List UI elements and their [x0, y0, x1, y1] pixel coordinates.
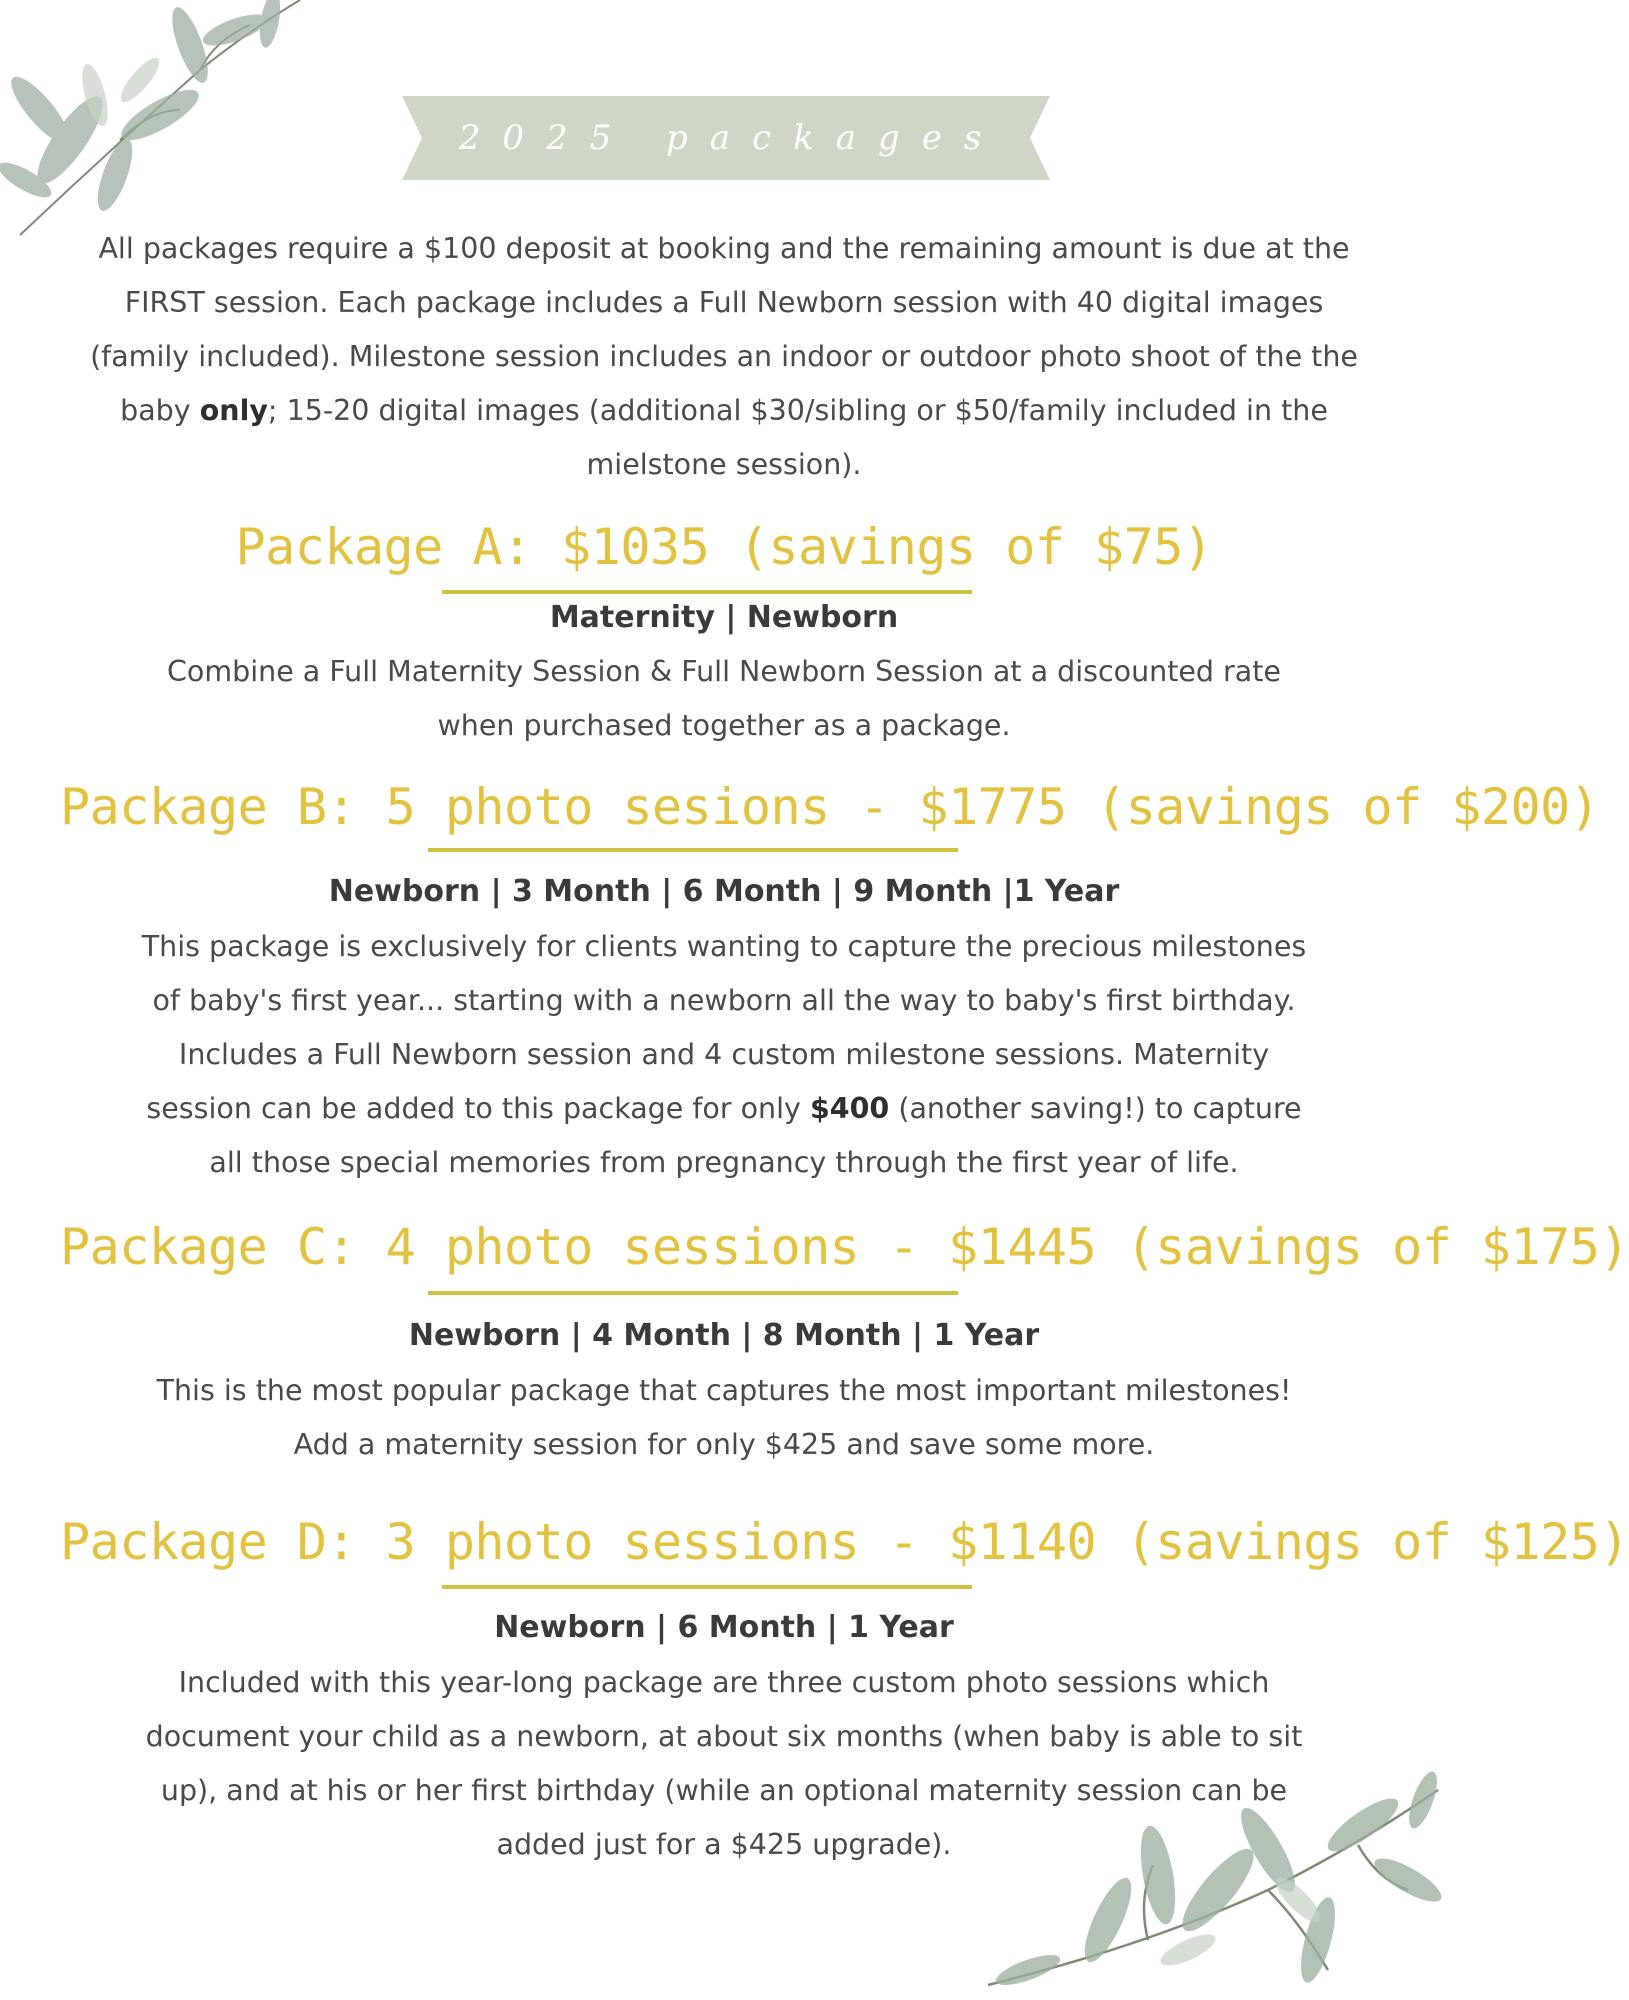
eucalyptus-leaves-icon [0, 0, 330, 240]
package-a-underline [442, 590, 972, 594]
package-a-title: Package A: $1035 (savings of $75) [235, 518, 1213, 576]
intro-text-part1: All packages require a $100 deposit at booking and the remaining amount is due at the FIRST session. Each package includes a Full Newborn session with 40 digital images (family included). Milestone session includes an indoor or outdoor photo shoot of the the baby [90, 232, 1358, 427]
package-b-description [135, 920, 1313, 1190]
package-c-title: Package C: 4 photo sessions - $1445 (savings of $175) [60, 1218, 1629, 1276]
package-b-sessions: Newborn | 3 Month | 6 Month | 9 Month |1 Year [328, 874, 1120, 909]
intro-text-part2: ; 15-20 digital images (additional $30/sibling or $50/family included in the mielstone session). [267, 394, 1328, 481]
package-b-underline [428, 848, 958, 852]
package-b-desc-bold: $400 [809, 1092, 890, 1125]
package-d-underline [442, 1585, 972, 1589]
package-b-desc-part1: This package is exclusively for clients wanting to capture the precious milestones of baby's first year... starting with a newborn all the way to baby's first birthday. Includes a Full Newborn session and 4 custom milestone sessions. Maternity session can be added to this package for only [141, 930, 1307, 1125]
intro-paragraph [90, 222, 1358, 492]
package-b-title: Package B: 5 photo sesions - $1775 (savings of $200) [60, 778, 1600, 836]
package-a-sessions: Maternity | Newborn [549, 600, 899, 635]
intro-text-bold: only [199, 394, 268, 427]
package-d-title: Package D: 3 photo sessions - $1140 (savings of $125) [60, 1513, 1629, 1571]
package-c-description: This is the most popular package that captures the most important milestones! Add a maternity session for only $425 and save some more. [156, 1374, 1292, 1461]
banner-title: 2025 packages [458, 118, 1004, 158]
title-banner [402, 96, 1050, 180]
package-d-description: Included with this year-long package are three custom photo sessions which document your child as a newborn, at about six months (when baby is able to sit up), and at his or her first birthday (while an optional maternity session can be added just for a $425 upgrade). [145, 1666, 1303, 1861]
package-a-description: Combine a Full Maternity Session & Full Newborn Session at a discounted rate when purchased together as a package. [167, 655, 1281, 742]
package-c-sessions: Newborn | 4 Month | 8 Month | 1 Year [408, 1318, 1040, 1353]
package-b-desc-part2: (another saving!) to capture all those special memories from pregnancy through the first year of life. [209, 1092, 1302, 1179]
package-d-sessions: Newborn | 6 Month | 1 Year [494, 1610, 954, 1645]
package-c-underline [428, 1291, 958, 1295]
